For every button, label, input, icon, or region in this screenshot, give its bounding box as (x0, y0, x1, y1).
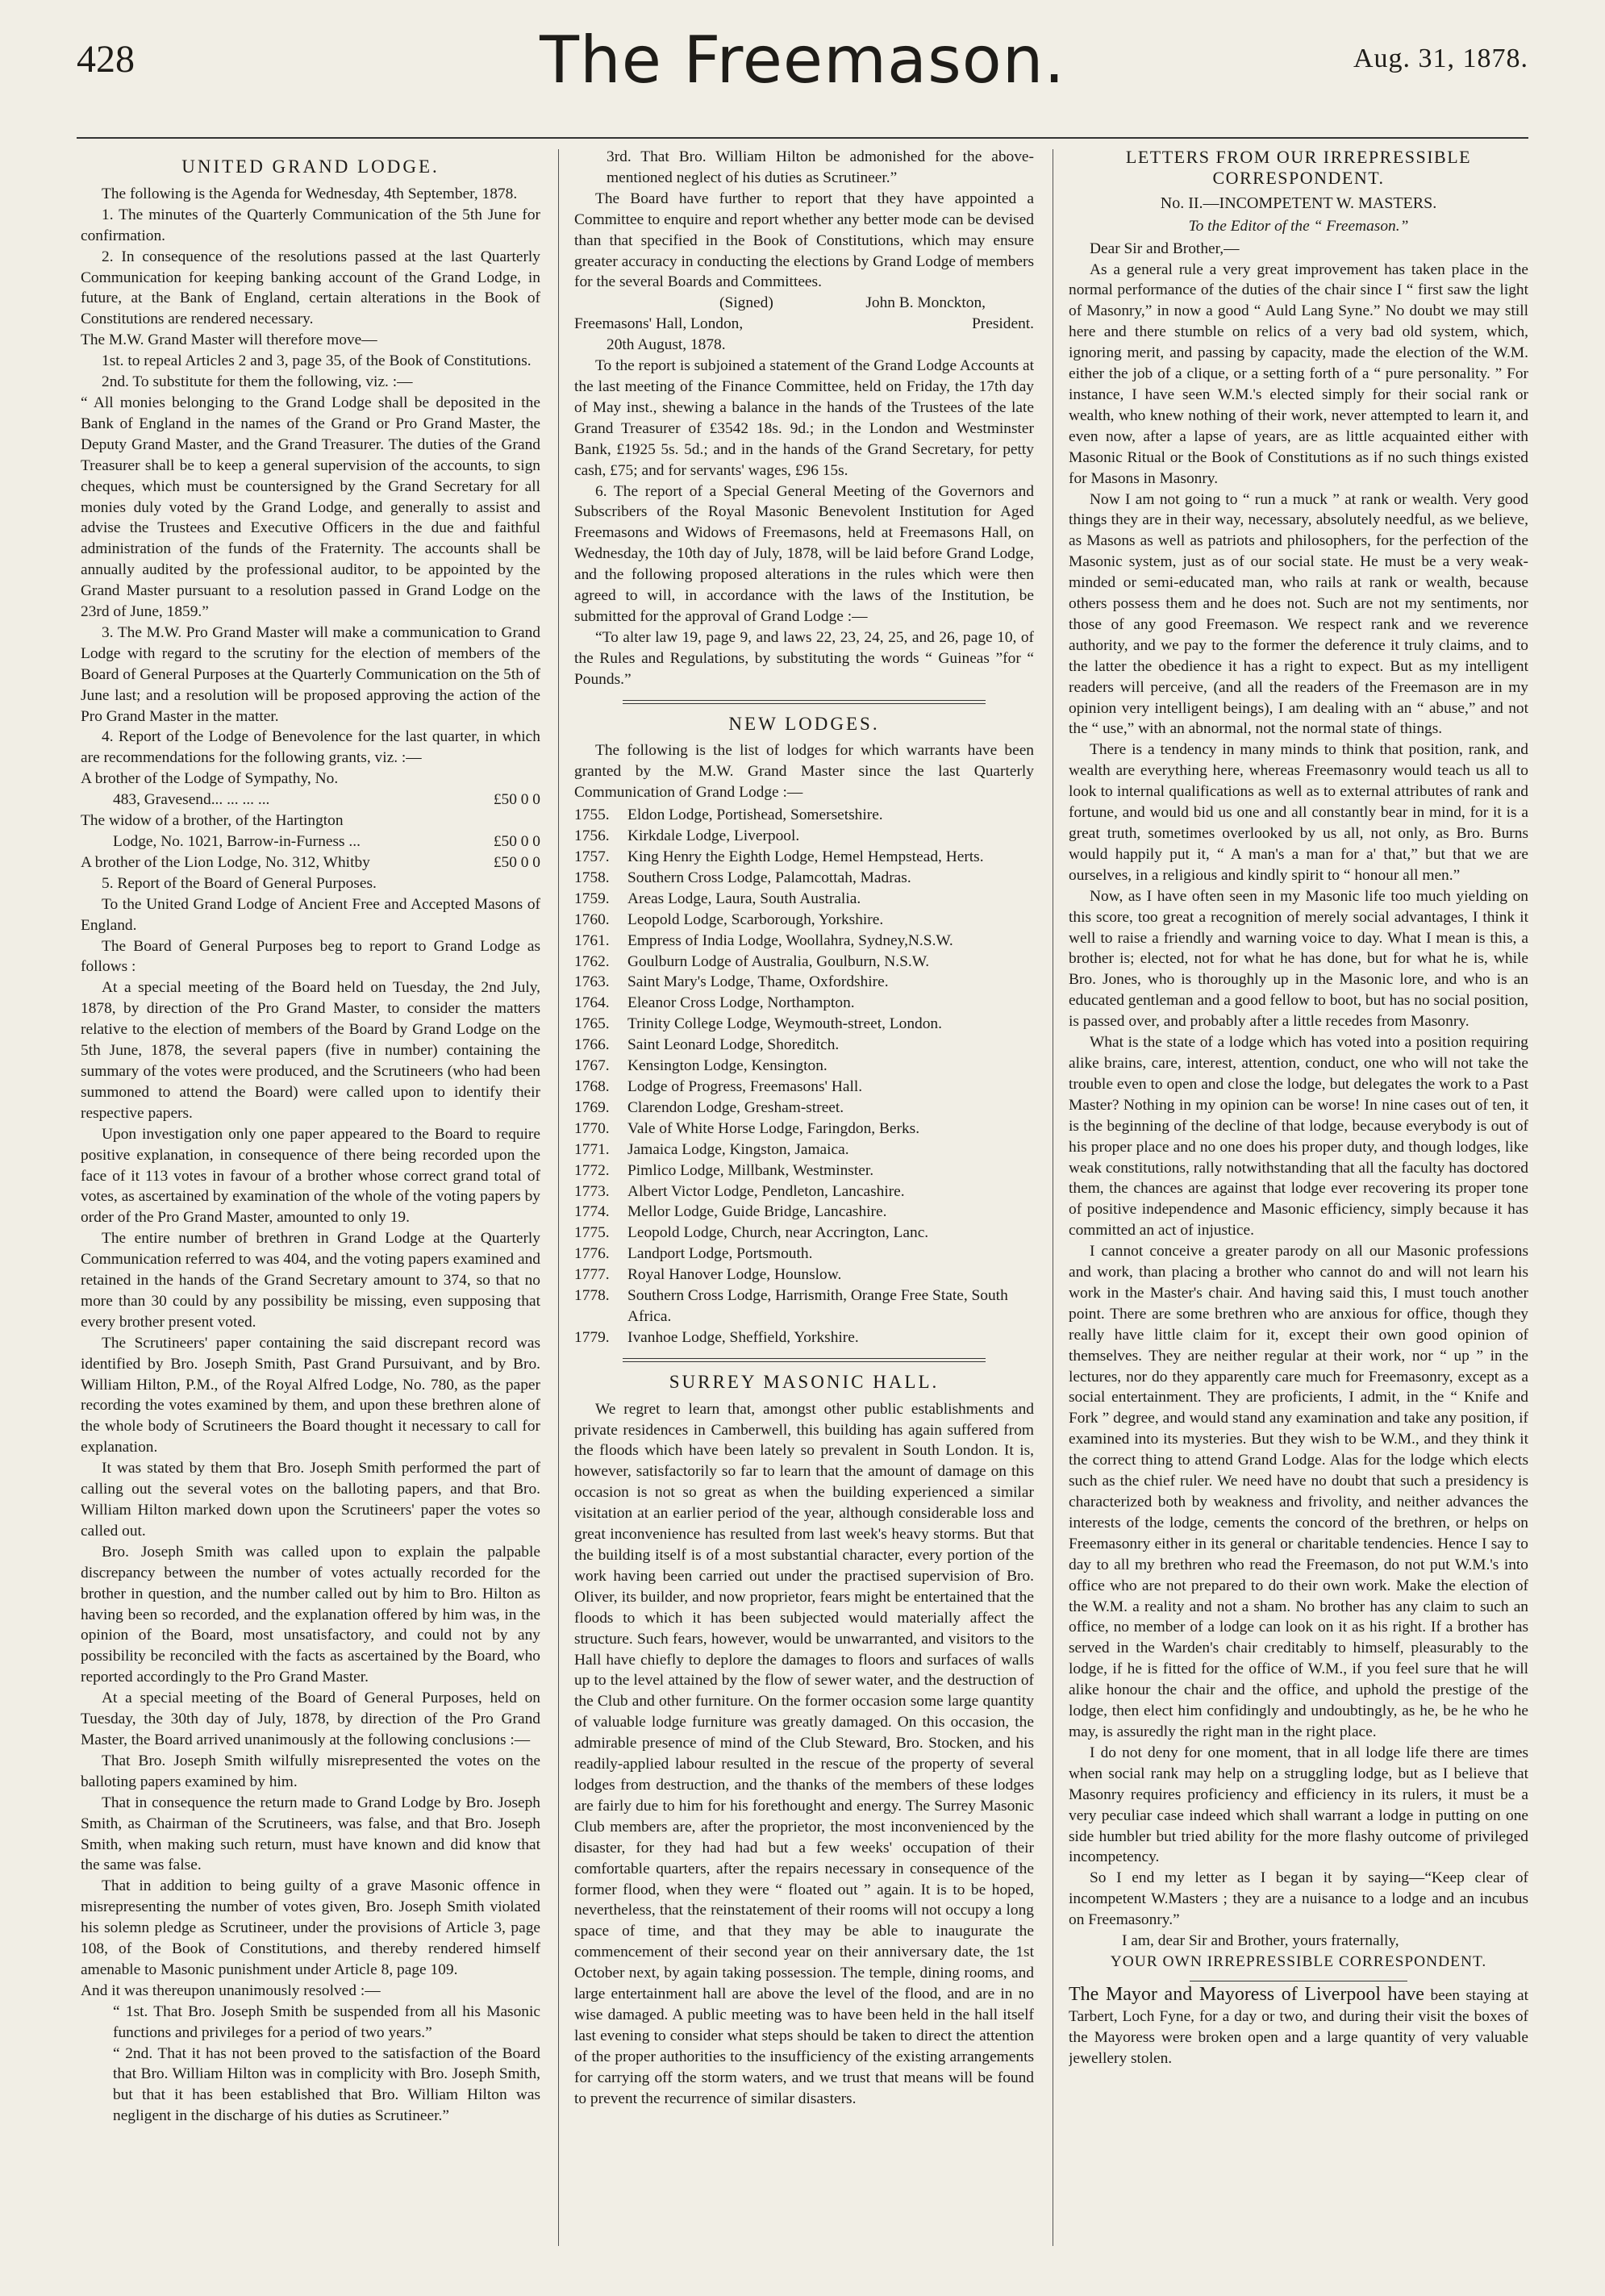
issue-date: Aug. 31, 1878. (1353, 44, 1528, 73)
page-number: 428 (77, 38, 135, 81)
lodge-list (574, 805, 1034, 1348)
lodge-name: Jamaica Lodge, Kingston, Jamaica. (627, 1140, 849, 1158)
lodge-name: Leopold Lodge, Church, near Accrington, Lanc. (627, 1224, 929, 1242)
lodge-name: Albert Victor Lodge, Pendleton, Lancashire. (627, 1182, 905, 1200)
column-2 (574, 147, 1034, 2260)
lodge-number: 1777. (574, 1266, 610, 1284)
paragraph: The following is the Agenda for Wednesday, 4th September, 1878. (102, 185, 518, 202)
list-item (574, 1056, 1034, 1077)
list-item (574, 1181, 1034, 1202)
paragraph: To the report is subjoined a statement of the Grand Lodge Accounts at the last meeting of the Finance Committee, held on Friday, the 17th day of May inst., shewing a balance in the hands of the Trustees of the late Grand Treasurer of £3542 18s. 9d.; in the London and Westminster Bank, £1925 5s. 5d.; and in the hands of the Grand Secretary, for petty cash, £75; and for servants' wages, £96 15s. (574, 357, 1034, 479)
lodge-number: 1775. (574, 1224, 610, 1242)
paragraph: 2. In consequence of the resolutions passed at the last Quarterly Communication for keeping banking account of the Grand Lodge, in future, at the Bank of England, certain alterations in the Book of Constitutions are rendered necessary. (81, 248, 540, 328)
column-3 (1069, 147, 1528, 2260)
paragraph: Bro. Joseph Smith was called upon to explain the palpable discrepancy between the number of votes actually recorded for the brother in question, and the number called out by him to Bro. Hilton as having been so recorded, and the explanation offered by him was, in the opinion of the Board, most unsatisfactory, and could not by any possibility be reconciled with the facts as ascertained by the Board, who reported accordingly to the Pro Grand Master. (81, 1543, 540, 1686)
lodge-name: Areas Lodge, Laura, South Australia. (627, 890, 861, 907)
lodge-number: 1770. (574, 1119, 610, 1137)
paragraph: At a special meeting of the Board of General Purposes, held on Tuesday, the 30th day of July, 1878, by direction of the Pro Grand Master, the Board arrived unanimously at the following conclusions :— (81, 1690, 540, 1748)
grant-amount: £50 0 0 (493, 791, 540, 809)
paragraph: It was stated by them that Bro. Joseph Smith performed the part of calling out the several votes on the balloting papers, and that Bro. William Hilton marked down upon the Scrutineers' paper the votes so called out. (81, 1460, 540, 1540)
signature-place: Freemasons' Hall, London, (574, 315, 744, 333)
article-heading: NEW LODGES. (728, 713, 880, 734)
lodge-name: Southern Cross Lodge, Palamcottah, Madras. (627, 869, 911, 886)
paragraph: 6. The report of a Special General Meeting of the Governors and Subscribers of the Royal Masonic Benevolent Institution for Aged Freemasons and Widows of Freemasons, held at Freemasons Hall, on Wednesday, the 10th day of July, 1878, will be laid before Grand Lodge, and the following proposed alterations in the rules which were then agreed to will, in accordance with the laws of the Institution, be submitted for the approval of Grand Lodge :— (574, 482, 1034, 625)
newspaper-title: The Freemason. (540, 23, 1065, 98)
list-item (574, 972, 1034, 993)
paragraph: 2nd. To substitute for them the following, viz. :— (102, 373, 413, 391)
closing: I am, dear Sir and Brother, yours fraternally, (1122, 1932, 1399, 1950)
lodge-number: 1757. (574, 848, 610, 865)
resolution: 3rd. That Bro. William Hilton be admonished for the above-mentioned neglect of his duties as Scrutineer.” (607, 148, 1034, 186)
lodge-number: 1759. (574, 890, 610, 907)
lodge-name: Clarendon Lodge, Gresham-street. (627, 1098, 844, 1116)
list-item (574, 1265, 1034, 1286)
list-item (574, 1014, 1034, 1035)
paragraph: The Board have further to report that they have appointed a Committee to enquire and report whether any better mode can be devised than that specified in the Book of Constitutions, which may ensure greater accuracy in conducting the elections by Grand Lodge of members for the several Boards and Committees. (574, 190, 1034, 291)
article-heading: SURREY MASONIC HALL. (669, 1371, 940, 1392)
lodge-number: 1760. (574, 910, 610, 928)
lodge-number: 1761. (574, 931, 610, 949)
list-item (574, 952, 1034, 973)
grant-line (81, 852, 540, 873)
lodge-name: Goulburn Lodge of Australia, Goulburn, N.S.W. (627, 952, 930, 970)
paragraph: That Bro. Joseph Smith wilfully misrepresented the votes on the balloting papers examined by him. (81, 1752, 540, 1790)
list-item (574, 1327, 1034, 1348)
lodge-name: King Henry the Eighth Lodge, Hemel Hempstead, Herts. (627, 848, 984, 865)
lodge-number: 1771. (574, 1140, 610, 1158)
lodge-name: Kensington Lodge, Kensington. (627, 1057, 828, 1075)
grant-text: 483, Gravesend... ... ... ... (113, 791, 270, 809)
grant-line (81, 790, 540, 810)
list-item (574, 805, 1034, 826)
lodge-name: Kirkdale Lodge, Liverpool. (627, 827, 800, 845)
body-text: been staying at Tarbert, Loch Fyne, for a day or two, and during their visit the boxes of the Mayoress were broken open and a large quantity of very valuable jewellery stolen. (1069, 1986, 1528, 2067)
list-item (574, 1161, 1034, 1181)
masthead (77, 23, 1528, 98)
lodge-number: 1767. (574, 1057, 610, 1075)
list-item (574, 1140, 1034, 1161)
signed-label: (Signed) (719, 294, 773, 312)
lodge-number: 1778. (574, 1287, 610, 1305)
letter-signoff: YOUR OWN IRREPRESSIBLE CORRESPONDENT. (1110, 1952, 1487, 1970)
lodge-name: Empress of India Lodge, Woollahra, Sydney,N.S.W. (627, 931, 953, 949)
lodge-number: 1772. (574, 1161, 610, 1179)
paragraph: So I end my letter as I began it by saying—“Keep clear of incompetent W.Masters ; they are a nuisance to a lodge and an incubus on Freemasonry.” (1069, 1869, 1528, 1929)
paragraph: 1. The minutes of the Quarterly Communication of the 5th June for confirmation. (81, 206, 540, 244)
lodge-name: Trinity College Lodge, Weymouth-street, London. (627, 1015, 942, 1033)
lodge-name: Leopold Lodge, Scarborough, Yorkshire. (627, 910, 884, 928)
paragraph: And it was thereupon unanimously resolved :— (81, 1981, 381, 1999)
grant-text: Lodge, No. 1021, Barrow-in-Furness ... (113, 833, 361, 850)
lodge-number: 1768. (574, 1077, 610, 1095)
paragraph: I do not deny for one moment, that in all lodge life there are times when social rank may help on a struggling lodge, but as I believe that Masonry requires proficiency and efficiency in its rulers, it must be a very peculiar case indeed which shall warrant a lodge in putting on one side humbler but tried ability for the more flashy outcome of privileged incompetency. (1069, 1744, 1528, 1866)
lodge-name: Vale of White Horse Lodge, Faringdon, Berks. (627, 1119, 920, 1137)
grant-amount: £50 0 0 (493, 833, 540, 850)
lodge-number: 1755. (574, 806, 610, 824)
list-item (574, 910, 1034, 931)
lodge-number: 1765. (574, 1015, 610, 1033)
grant-line: The widow of a brother, of the Hartington (81, 812, 344, 830)
signatory-role: President. (971, 315, 1034, 333)
lodge-name: Mellor Lodge, Guide Bridge, Lancashire. (627, 1203, 887, 1221)
lodge-number: 1766. (574, 1036, 610, 1054)
paragraph: The entire number of brethren in Grand Lodge at the Quarterly Communication referred to was 404, and the voting papers examined and retained in the hands of the Grand Secretary amount to 374, so that no more than 30 could by any possibility be missing, even supposing that every brother present voted. (81, 1230, 540, 1331)
column-rule (558, 149, 559, 2246)
list-item (574, 993, 1034, 1014)
lodge-number: 1758. (574, 869, 610, 886)
lodge-name: Lodge of Progress, Freemasons' Hall. (627, 1077, 863, 1095)
lodge-number: 1764. (574, 994, 610, 1012)
lodge-number: 1762. (574, 952, 610, 970)
lodge-name: Saint Leonard Lodge, Shoreditch. (627, 1036, 840, 1054)
lodge-number: 1769. (574, 1098, 610, 1116)
article-heading: CORRESPONDENT. (1212, 167, 1385, 188)
column-1 (81, 147, 540, 2260)
paragraph: 4. Report of the Lodge of Benevolence for the last quarter, in which are recommendations for the following grants, viz. :— (81, 728, 540, 767)
list-item (574, 1244, 1034, 1265)
paragraph: To the United Grand Lodge of Ancient Free and Accepted Masons of England. (81, 895, 540, 934)
lodge-number: 1774. (574, 1203, 610, 1221)
grant-text: A brother of the Lion Lodge, No. 312, Whitby (81, 853, 370, 871)
grant-amount: £50 0 0 (493, 853, 540, 871)
salutation: Dear Sir and Brother,— (1090, 240, 1240, 257)
list-item (574, 1223, 1034, 1244)
article-heading: UNITED GRAND LODGE. (181, 156, 440, 177)
paragraph (1069, 1985, 1528, 2069)
list-item (574, 847, 1034, 868)
paragraph: The Board of General Purposes beg to report to Grand Lodge as follows : (81, 937, 540, 976)
paragraph: Now, as I have often seen in my Masonic life too much yielding on this score, too great a recognition of merely social advantages, I think it well to raise a friendly and warning voice to day. What I mean is this, a brother is; elected, not for what he has done, but for what he is, while Bro. Jones, who is thoroughly up in the Masonic lore, and who is an educated gentleman and a good fellow to boot, but has no social position, is passed over, and probably after a little recedes from Masonry. (1069, 887, 1528, 1031)
list-item (574, 1077, 1034, 1098)
list-item (574, 826, 1034, 847)
paragraph: Upon investigation only one paper appeared to the Board to require positive explanation, in consequence of there being recorded upon the face of it 113 votes in favour of a brother whose correct grand total of votes, as ascertained by examination of the whole of the voting papers by order of the Pro Grand Master, amounted to only 19. (81, 1125, 540, 1227)
addressee: To the Editor of the “ Freemason.” (1188, 217, 1409, 235)
paragraph: 1st. to repeal Articles 2 and 3, page 35, of the Book of Constitutions. (102, 352, 532, 370)
lodge-number: 1773. (574, 1182, 610, 1200)
lodge-name: Pimlico Lodge, Millbank, Westminster. (627, 1161, 874, 1179)
paragraph: That in addition to being guilty of a grave Masonic offence in misrepresenting the number of votes given, Bro. Joseph Smith violated his solemn pledge as Scrutineer, under the provisions of Article 3, page 108, of the Book of Constitutions, and thereby rendered himself amenable to Masonic punishment under Article 8, page 109. (81, 1877, 540, 1978)
signature-line (574, 293, 1034, 314)
paragraph: There is a tendency in many minds to think that position, rank, and wealth are everything here, whereas Freemasonry would teach us all to look to internal qualifications as well as to external attributes of rank and fortune, and would bid us one and all constantly bear in mind, for it is a great truth, sometimes overlooked by us all, not only, as Bro. Burns would happily put it, “ A man's a man for a' that,” but that we are ourselves, in a religious and kindly spirit to “ honour all men.” (1069, 741, 1528, 884)
paragraph: The M.W. Grand Master will therefore move— (81, 331, 377, 349)
paragraph: The Scrutineers' paper containing the said discrepant record was identified by Bro. Joseph Smith, Past Grand Pursuivant, and by Bro. William Hilton, P.M., of the Royal Alfred Lodge, No. 780, as the paper recording the votes examined by them, and upon these brethren alone of the whole body of Scrutineers the Board thought it necessary to call for explanation. (81, 1334, 540, 1456)
list-item (574, 1035, 1034, 1056)
signature-date: 20th August, 1878. (607, 336, 726, 354)
resolution: “ 2nd. That it has not been proved to the satisfaction of the Board that Bro. William Hilton was in complicity with Bro. Joseph Smith, but that it has been established that Bro. William Hilton was negligent in the discharge of his duties as Scrutineer.” (113, 2044, 540, 2125)
lodge-name: Saint Mary's Lodge, Thame, Oxfordshire. (627, 973, 889, 991)
lodge-name: Royal Hanover Lodge, Hounslow. (627, 1266, 842, 1284)
paragraph: “ All monies belonging to the Grand Lodge shall be deposited in the Bank of England in the names of the Grand or Pro Grand Master, the Deputy Grand Master, and the Grand Treasurer. The duties of the Grand Treasurer shall be to keep a general supervision of the accounts, to sign cheques, which must be countersigned by the Grand Secretary for all monies duly voted by the Grand Lodge, and generally to assist and advise the Trustees and Executive Officers in the due and faithful administration of the funds of the Fraternity. The accounts shall be annually audited by the professional auditor, to be appointed by the Grand Master pursuant to a resolution passed in Grand Lodge on the 23rd of June, 1859.” (81, 394, 540, 621)
grant-line: A brother of the Lodge of Sympathy, No. (81, 770, 339, 788)
article-subheading: No. II.—INCOMPETENT W. MASTERS. (1160, 194, 1437, 212)
article-heading: LETTERS FROM OUR IRREPRESSIBLE (1125, 147, 1472, 167)
signature-block (574, 293, 1034, 356)
paragraph: As a general rule a very great improvement has taken place in the normal performance of the duties of the chair since I “ first saw the light of Masonry,” in now a good “ Auld Lang Syne.” No doubt we may still here and there stumble on relics of a very bad old system, which, ignoring merit, and passing by capacity, made the election of the W.M. either the job of a clique, or a setting forth of a “ pure personality. ” For instance, I have seen W.M.'s elected simply for their social rank or wealth, who knew nothing of their work, never attempted to learn it, and even now, after a lapse of years, are as little acquainted either with Masonic Ritual or the Book of Constitutions as if no such things existed for Masons in Masonry. (1069, 260, 1528, 487)
list-item (574, 1202, 1034, 1223)
list-item (574, 868, 1034, 889)
lodge-number: 1763. (574, 973, 610, 991)
header-rule (77, 137, 1528, 139)
lodge-name: Eleanor Cross Lodge, Northampton. (627, 994, 855, 1012)
paragraph: The following is the list of lodges for which warrants have been granted by the M.W. Grand Master since the last Quarterly Communication of Grand Lodge :— (574, 742, 1034, 802)
list-item (574, 931, 1034, 952)
list-item (574, 1119, 1034, 1140)
paragraph: At a special meeting of the Board held on Tuesday, the 2nd July, 1878, by direction of the Pro Grand Master, to consider the matters relative to the election of members of the Board by Grand Lodge on the 5th June, 1878, the several papers (five in number) containing the summary of the votes were produced, and the Scrutineers (who had been summoned to attend the Board) were called upon to identify their respective papers. (81, 979, 540, 1122)
lodge-name: Landport Lodge, Portsmouth. (627, 1245, 813, 1263)
paragraph: 5. Report of the Board of General Purposes. (102, 874, 377, 892)
paragraph: Now I am not going to “ run a muck ” at rank or wealth. Very good things they are in their way, necessary, absolutely needful, as we believe, as Masons as well as patriots and philosophers, for the perfection of the Masonic system, just as of our social state. He must be a very weak-minded or semi-educated man, who rails at rank or wealth, because others possess them and he does not. Such are not my sentiments, nor those of any good Freemason. We respect rank and we reverence authority, and we pay to the former the deference it truly claims, and to the latter the obedience it has a right to expect. But as my intelligent readers will perceive, (and all the readers of the Freemason are in my opinion very intelligent beings), I am dealing with an “ abuse,” and not the “ use,” with an abnormal, not the normal state of things. (1069, 490, 1528, 738)
list-item (574, 1286, 1034, 1327)
section-divider (623, 1358, 986, 1362)
lodge-name: Southern Cross Lodge, Harrismith, Orange Free State, South Africa. (627, 1287, 1008, 1325)
section-divider (623, 700, 986, 704)
lodge-number: 1756. (574, 827, 610, 845)
paragraph: “To alter law 19, page 9, and laws 22, 23, 24, 25, and 26, page 10, of the Rules and Regulations, by substituting the words “ Guineas ”for “ Pounds.” (574, 628, 1034, 688)
lodge-number: 1779. (574, 1328, 610, 1346)
paragraph: I cannot conceive a greater parody on all our Masonic professions and work, than placing a brother who cannot do and will not learn his work in the Master's chair. And having said this, I must touch another point. There are some brethren who are anxious for office, though they really have little claim for it, except their own good opinion of themselves. They are neither regular at their work, nor “ up ” in the lectures, nor do they apparently care much for Freemasonry, except as a social entertainment. They are proficients, I admit, in the “ Knife and Fork ” degree, and would stand any examination and take any position, if examined into its mysteries. But they wish to be W.M., and they think it the correct thing to attend Grand Lodge. Alas for the lodge which elects such as the chief ruler. We need have no doubt that such a presidency is characterized both by weakness and frivolity, and neither advances the interests of the lodge, cements the concord of the brethren, or helps on Freemasonry either in its general or charitable tendencies. Hence I say to day to all my brethren who read the Freemason, do not put W.M.'s into office who are not prepared to do their own work. Make the election of the W.M. a reality and not a sham. No brother has any claim to such an office, no member of a lodge can look on it as his right. If a brother has served in the Warden's chair creditably to himself, pleasurably to the lodge, if he is fitted for the office of W.M., if you feel sure that he will alike honour the chair and the office, and uphold the prestige of the lodge, then elect him confidingly and undoubtingly, as he, be he who he may, is assuredly the right man in the right place. (1069, 1243, 1528, 1740)
lodge-name: Ivanhoe Lodge, Sheffield, Yorkshire. (627, 1328, 859, 1346)
paragraph: That in consequence the return made to Grand Lodge by Bro. Joseph Smith, as Chairman of the Scrutineers, was false, and that Bro. Joseph Smith, when making such return, must have known and did know that the same was false. (81, 1794, 540, 1874)
resolution: “ 1st. That Bro. Joseph Smith be suspended from all his Masonic functions and privileges for a period of two years.” (113, 2002, 540, 2041)
paragraph: We regret to learn that, amongst other public establishments and private residences in Camberwell, this building has again suffered from the floods which have been lately so prevalent in South London. It is, however, satisfactorily so far to learn that the amount of damage on this occasion is not so great as when the building experienced a similar visitation at an earlier period of the year, although considerable loss and great inconvenience has resulted from last week's heavy storms. But that the building itself is of a most substantial character, every portion of the work having been carried out under the practised supervision of Bro. Oliver, its builder, and now proprietor, fears might be entertained that the floods to which it has been subjected would materially affect the structure. Such fears, however, would be unwarranted, and visitors to the Hall have chiefly to deplore the damages to floors and surfaces of walls up to the level attained by the flow of sewer water, and the destruction of the Club and other furniture. On the former occasion some large quantity of valuable lodge furniture was greatly damaged. On this occasion, the admirable presence of mind of the Club Steward, Bro. Stocken, and his readily-applied labour resulted in the rescue of the property of several lodges from destruction, and the thanks of the members of these lodges are fairly due to him for his forethought and energy. The Surrey Masonic Club members are, after the proprietor, the most inconvenienced by the disaster, for they had had but a few weeks' occupation of their comfortable quarters, after the repairs necessary in consequence of the former flood, when they were “ floated out ” again. It is to be hoped, nevertheless, that the reinstatement of their rooms will not occupy a long space of time, and that they may be able to inaugurate the commencement of their second year on their anniversary date, the 1st October next, by again taking possession. The temple, dining rooms, and large entertainment hall are above the level of the flood, and are in no wise damaged. A public meeting was to have been held in the hall itself last evening to consider what steps should be taken to direct the attention of the proper authorities to the insufficiency of the existing arrangements for carrying off the storm waters, and we trust that means will be found to prevent the recurrence of similar disasters. (574, 1400, 1034, 2107)
list-item (574, 1098, 1034, 1119)
lodge-number: 1776. (574, 1245, 610, 1263)
grant-line (81, 831, 540, 852)
lead-text: The Mayor and Mayoress of Liverpool have (1069, 1983, 1424, 2005)
paragraph: What is the state of a lodge which has voted into a position requiring alike brains, care, interest, attention, conduct, one who will not take the trouble even to open and close the lodge, but delegates the work to a Past Master? Nothing in my opinion can be worse! In nine cases out of ten, it is the beginning of the decline of that lodge, because everybody is out of his proper place and no one does his proper duty, and though lodges, like weak constitutions, rally notwithstanding that all the faculty has doctored them, the chances are against that lodge ever recovering its proper tone of positive independence and Masonic efficiency, simply because it has committed an act of injustice. (1069, 1034, 1528, 1240)
lodge-name: Eldon Lodge, Portishead, Somersetshire. (627, 806, 883, 824)
signatory-name: John B. Monckton, (865, 294, 986, 312)
list-item (574, 889, 1034, 910)
signature-line (574, 314, 1034, 335)
paragraph: 3. The M.W. Pro Grand Master will make a communication to Grand Lodge with regard to the scrutiny for the election of members of the Board of General Purposes at the Quarterly Communication on the 5th of June last; and a resolution will be proposed approving the action of the Pro Grand Master in the matter. (81, 623, 540, 725)
